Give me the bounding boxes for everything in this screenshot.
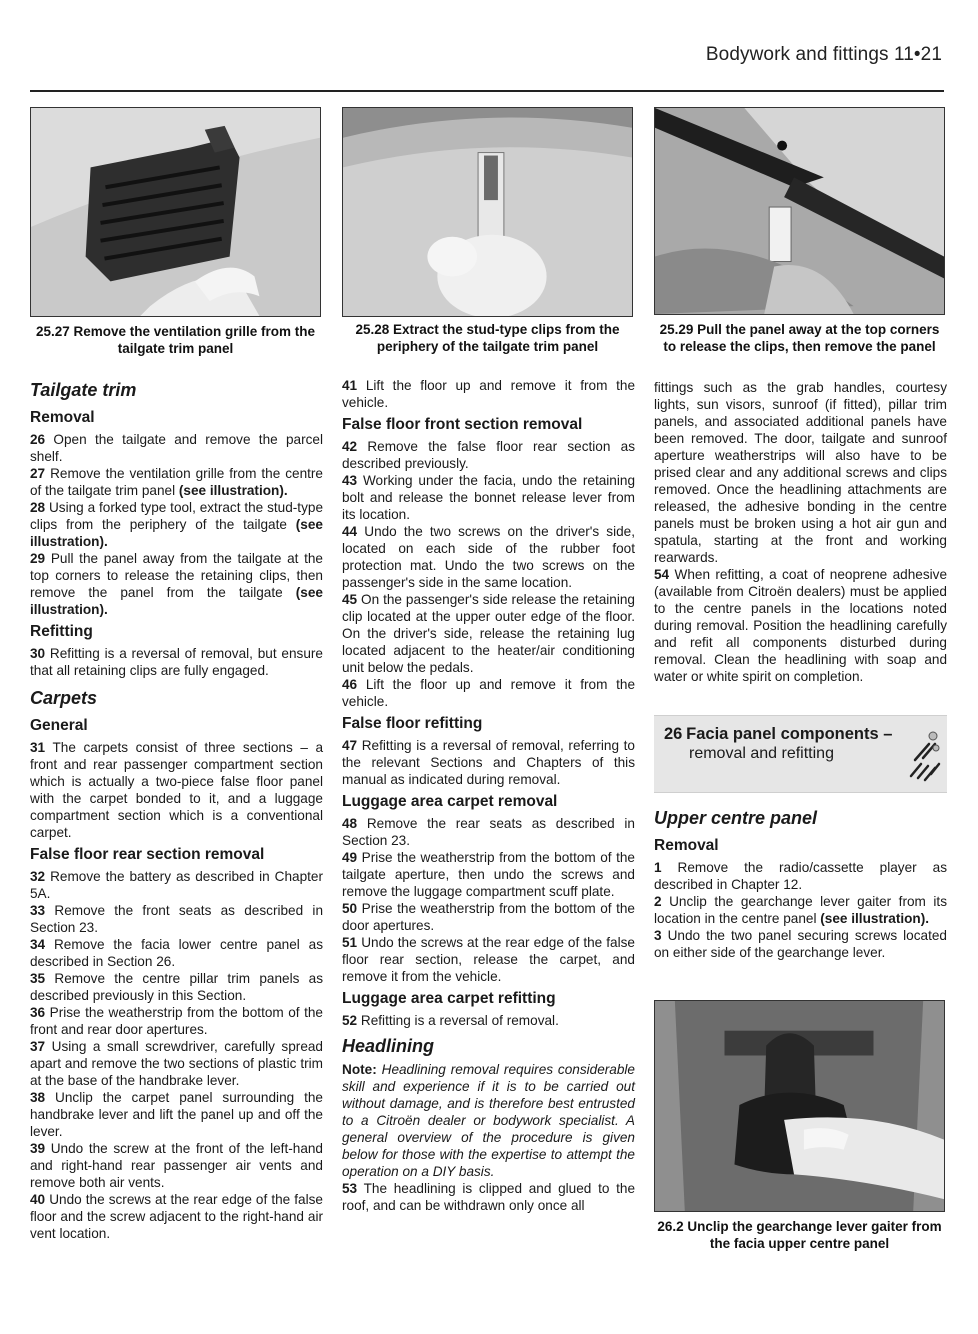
heading-headlining: Headlining	[342, 1036, 435, 1056]
paragraph-32: 32 Remove the battery as described in Chapter 5A.	[30, 869, 323, 901]
paragraph-33: 33 Remove the front seats as described in Section 23.	[30, 903, 324, 935]
paragraph-53: 53 The headlining is clipped and glued to the roof, and can be withdrawn only once all	[342, 1181, 636, 1213]
running-head: Bodywork and fittings 11•21	[705, 44, 942, 65]
paragraph-41: 41 Lift the floor up and remove it from the vehicle.	[342, 378, 636, 410]
caption-25-28: 25.28 Extract the stud-type clips from the periphery of the tailgate trim panel	[355, 322, 620, 354]
paragraph-44: 44 Undo the two screws on the driver's side, located on each side of the rubber foot protection mat. Undo the two screws on the passenger's side in the same location.	[342, 524, 635, 590]
heading-false-floor-refitting: False floor refitting	[342, 715, 483, 732]
heading-false-floor-front: False floor front section removal	[342, 416, 583, 433]
paragraph-43: 43 Working under the facia, undo the retaining bolt and release the bonnet release lever from its location.	[342, 473, 635, 522]
section-heading-box	[654, 715, 947, 793]
paragraph-53-continued: fittings such as the grab handles, courtesy lights, sun visors, sunroof (if fitted), pillar trim panels, and associated additional panels have been removed. The door, tailgate and sunroof aperture weatherstrips will also have to be prised clear and any additional screws and clips removed. Once the headlining attachments are released, the adhesive bonding in the centre panels must be broken using a hot air gun and spatula, starting at the front and working rearwards.	[654, 380, 947, 565]
paragraph-42: 42 Remove the false floor rear section as described previously.	[342, 439, 636, 471]
paragraph-29: 29 Pull the panel away from the tailgate at the top corners to release the retaining clips, then remove the panel from the tailgate (see illustration).	[30, 551, 323, 617]
heading-false-floor-rear: False floor rear section removal	[30, 846, 265, 863]
column-1	[30, 377, 323, 1242]
column-2	[342, 377, 635, 1214]
paragraph-35: 35 Remove the centre pillar trim panels as described previously in this Section.	[30, 971, 323, 1003]
heading-luggage-refitting: Luggage area carpet refitting	[342, 990, 556, 1007]
heading-luggage-removal: Luggage area carpet removal	[342, 793, 558, 810]
photo-gearchange-gaiter	[654, 1000, 945, 1212]
paragraph-26: 26 Open the tailgate and remove the parcel shelf.	[30, 432, 323, 464]
heading-upper-centre-panel: Upper centre panel	[654, 808, 818, 828]
paragraph-51: 51 Undo the screws at the rear edge of the false floor rear section, release the carpet, and remove it from the vehicle.	[342, 935, 635, 984]
paragraph-49: 49 Prise the weatherstrip from the bottom of the tailgate aperture, then undo the screws and remove the luggage compartment scuff plate.	[342, 850, 635, 899]
paragraph-28: 28 Using a forked type tool, extract the stud-type clips from the periphery of the tailgate (see illustration).	[30, 500, 324, 549]
paragraph-34: 34 Remove the facia lower centre panel as described in Section 26.	[30, 937, 323, 969]
paragraph-38: 38 Unclip the carpet panel surrounding the handbrake lever and lift the panel up and off the lever.	[30, 1090, 323, 1139]
photo-ventilation-grille	[30, 107, 321, 317]
photo-stud-clips	[342, 107, 633, 317]
header-rule	[30, 90, 944, 92]
paragraph-45: 45 On the passenger's side release the retaining clip located at the upper outer edge of the floor. On the driver's side, release the retaining lug located adjacent to the heater/air conditioning unit below the pedals.	[342, 592, 635, 675]
paragraph-40: 40 Undo the screws at the rear edge of the false floor and the screw adjacent to the right-hand air vent location.	[30, 1192, 323, 1241]
paragraph-30: 30 Refitting is a reversal of removal, but ensure that all retaining clips are fully engaged.	[30, 646, 323, 678]
paragraph-31: 31 The carpets consist of three sections – a front and rear passenger compartment section which is actually a two-piece false floor panel with the carpet bonded to it, and a luggage compartment section which is a conventional carpet.	[30, 740, 324, 840]
section-title: Facia panel components –	[686, 725, 893, 743]
caption-25-27: 25.27 Remove the ventilation grille from the tailgate trim panel	[35, 324, 316, 356]
paragraph-2: 2 Unclip the gearchange lever gaiter from its location in the centre panel (see illustration).	[654, 894, 947, 926]
heading-tailgate-trim: Tailgate trim	[30, 380, 137, 400]
paragraph-1: 1 Remove the radio/cassette player as described in Chapter 12.	[654, 860, 947, 892]
caption-26-2: 26.2 Unclip the gearchange lever gaiter from the facia upper centre panel	[657, 1219, 942, 1251]
paragraph-47: 47 Refitting is a reversal of removal, referring to the relevant Sections and Chapters of this manual as indicated during removal.	[342, 738, 635, 787]
paragraph-37: 37 Using a small screwdriver, carefully spread apart and remove the two sections of plastic trim at the base of the handbrake lever.	[30, 1039, 323, 1088]
paragraph-39: 39 Undo the screw at the front of the left-hand and right-hand rear passenger air vents and remove both air vents.	[30, 1141, 323, 1190]
spanner-difficulty-icon	[905, 724, 941, 784]
paragraph-36: 36 Prise the weatherstrip from the bottom of the front and rear door apertures.	[30, 1005, 323, 1037]
paragraph-3: 3 Undo the two panel securing screws located on either side of the gearchange lever.	[654, 928, 947, 960]
paragraph-50: 50 Prise the weatherstrip from the bottom of the door apertures.	[342, 901, 635, 933]
photo-panel-corners	[654, 107, 945, 315]
paragraph-46: 46 Lift the floor up and remove it from the vehicle.	[342, 677, 636, 709]
caption-25-29: 25.29 Pull the panel away at the top corners to release the clips, then remove the panel	[659, 322, 940, 354]
heading-refitting: Refitting	[30, 623, 93, 640]
section-subtitle: removal and refitting	[689, 745, 834, 762]
paragraph-54: 54 When refitting, a coat of neoprene adhesive (available from Citroën dealers) must be applied to the centre panels in the locations noted during removal. Position the headlining carefully and refit all components disturbed during removal. Clean the headlining with soap and water or white spirit on completion.	[654, 567, 948, 684]
paragraph-48: 48 Remove the rear seats as described in Section 23.	[342, 816, 635, 848]
section-number: 26	[664, 725, 683, 743]
heading-general: General	[30, 717, 88, 734]
note-headlining: Note: Headlining removal requires considerable skill and experience if it is to be carried out without damage, and is therefore best entrusted to a Citroën dealer or bodywork specialist. A general overview of the procedure is given below for those with the expertise to attempt the operation on a DIY basis.	[342, 1062, 635, 1179]
paragraph-27: 27 Remove the ventilation grille from the centre of the tailgate trim panel (see illustration).	[30, 466, 323, 498]
heading-removal: Removal	[30, 409, 95, 426]
paragraph-52: 52 Refitting is a reversal of removal.	[342, 1013, 559, 1028]
heading-removal-upper: Removal	[654, 837, 719, 854]
heading-carpets: Carpets	[30, 688, 98, 708]
column-3	[654, 379, 947, 961]
